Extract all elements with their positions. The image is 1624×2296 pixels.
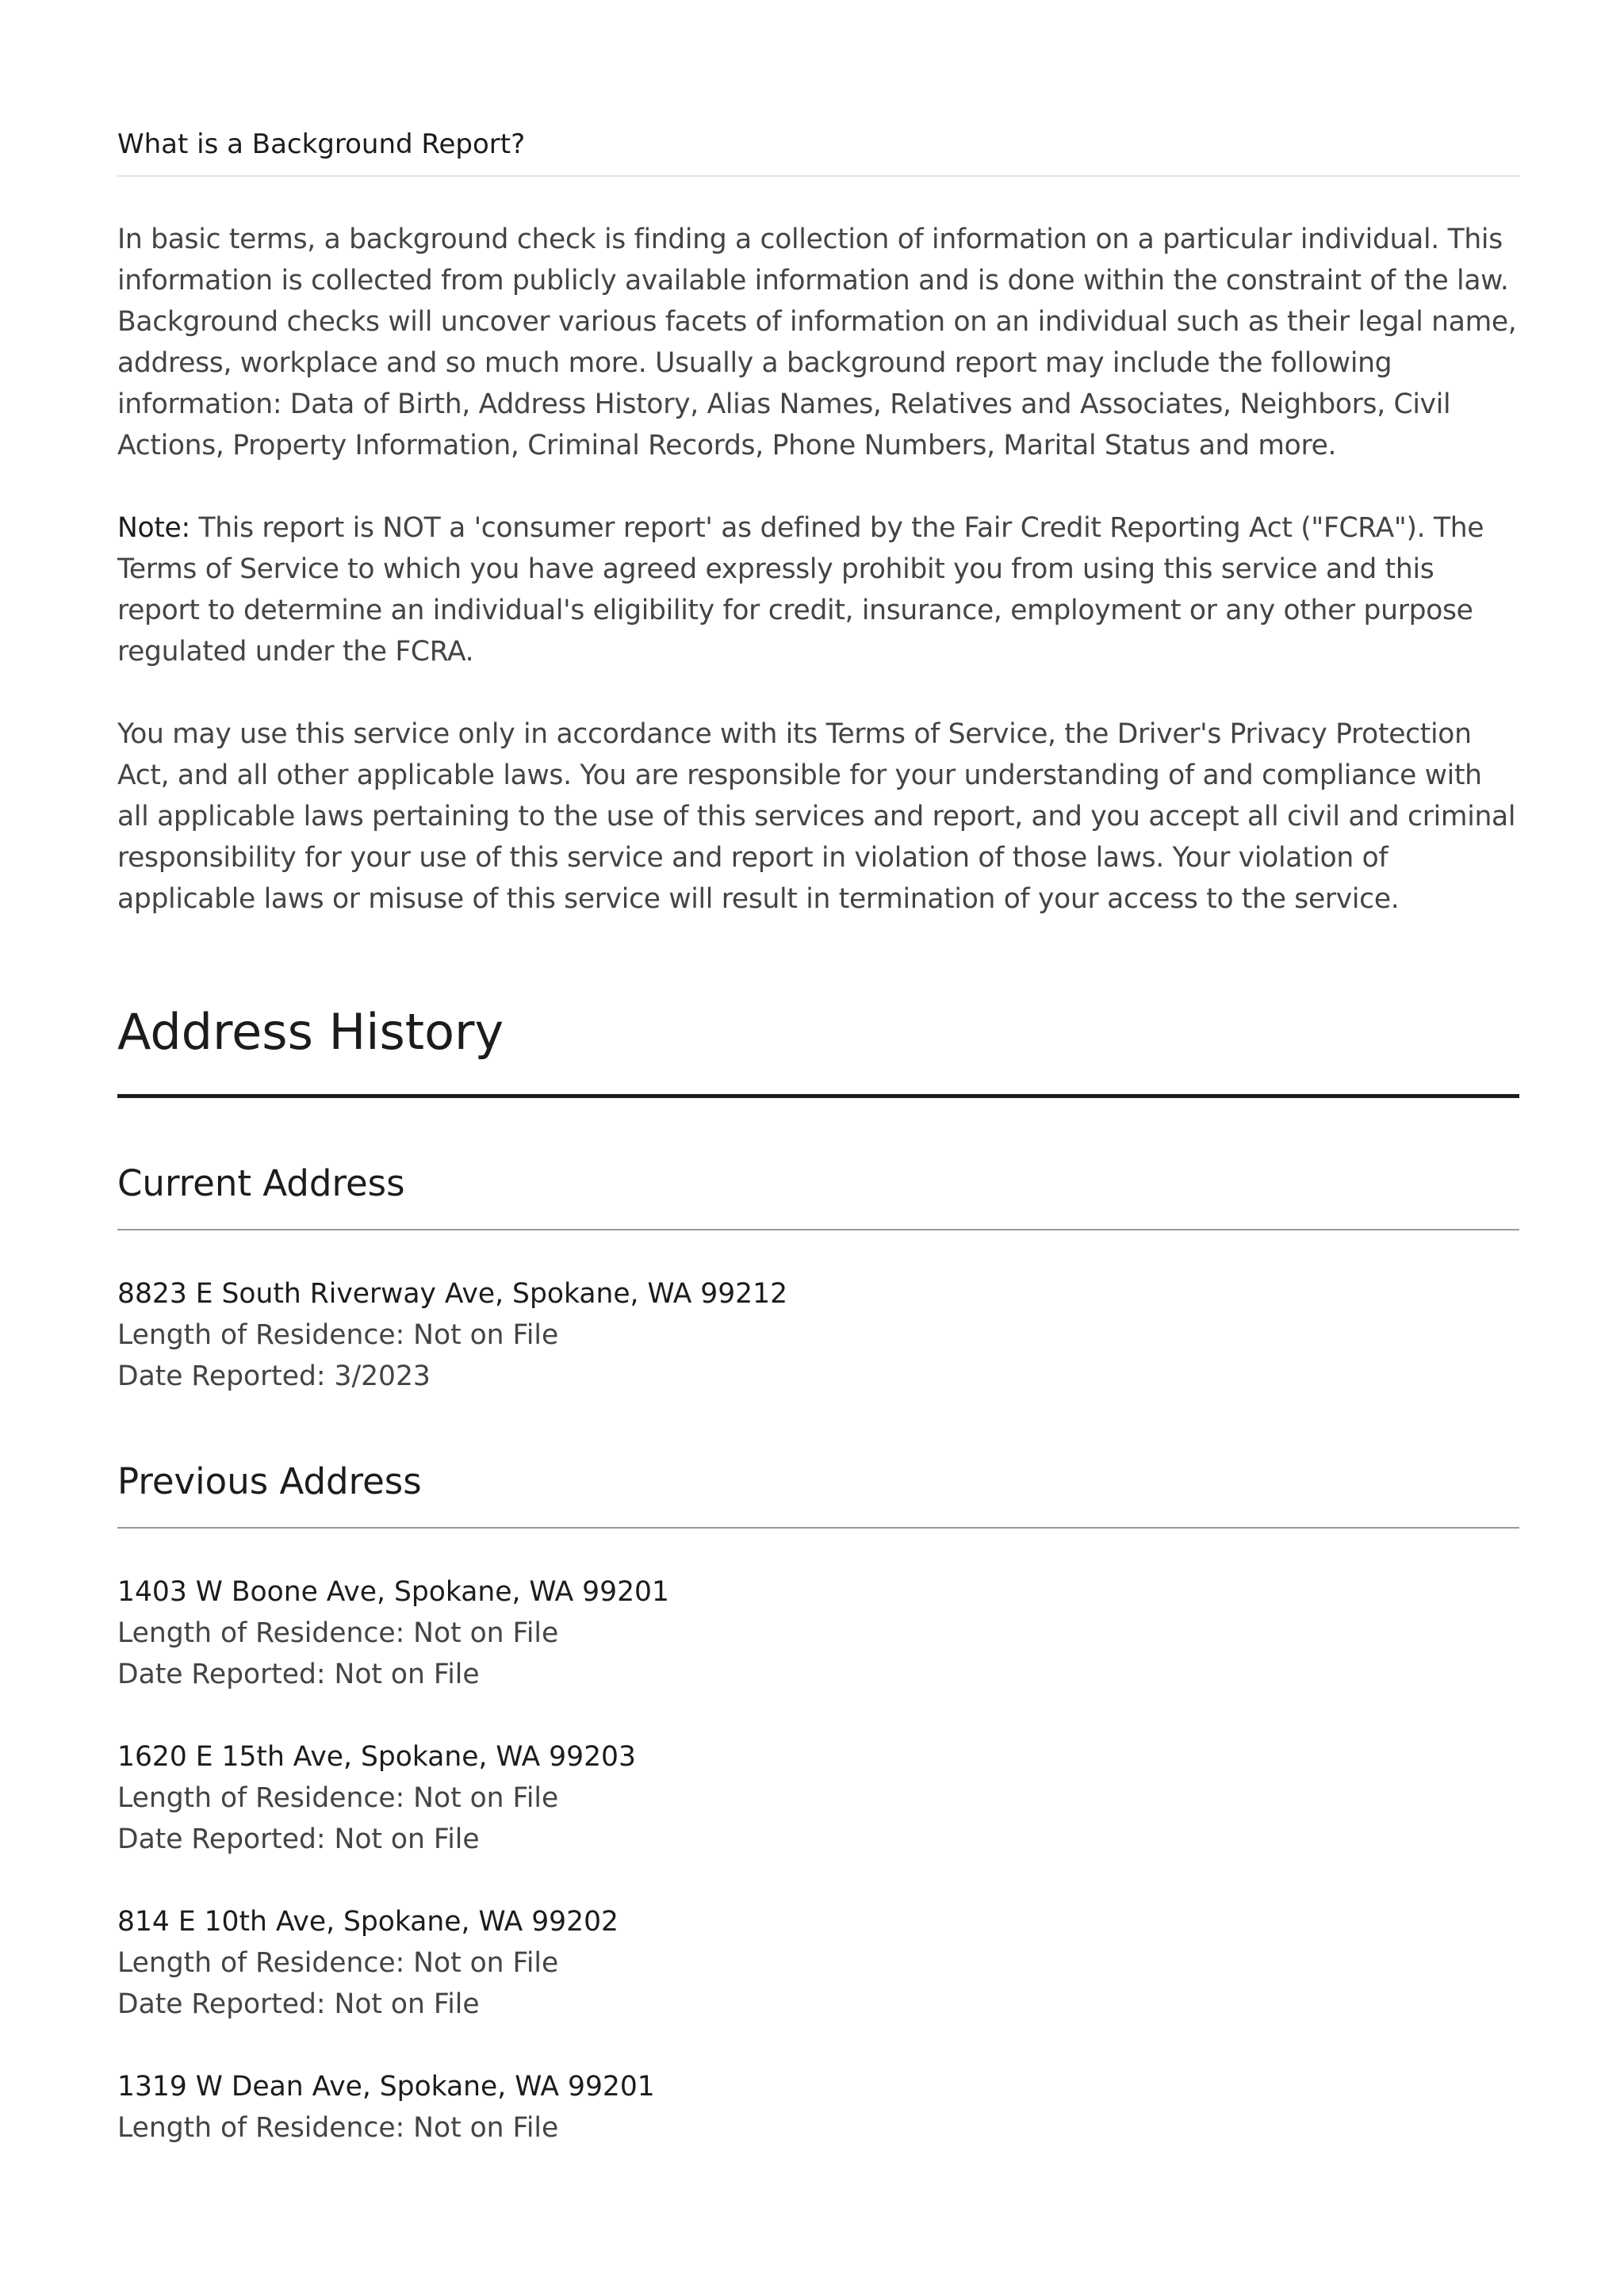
address-line: 1319 W Dean Ave, Spokane, WA 99201 (117, 2071, 655, 2103)
residence-length: Length of Residence: Not on File (117, 1617, 559, 1649)
note-text: This report is NOT a 'consumer report' as defined by the Fair Credit Reporting Act ("FCRA"). The Terms of Service to which you have agreed expressly prohibit you from using this service and this report to determine an individual's eligibility for credit, insurance, employment or any other purpose regulated under the FCRA. (117, 512, 1484, 668)
residence-length: Length of Residence: Not on File (117, 2112, 559, 2144)
current-address-heading: Current Address (117, 1162, 405, 1204)
note-paragraph (117, 507, 1519, 672)
residence-length: Length of Residence: Not on File (117, 1319, 559, 1351)
date-reported: Date Reported: Not on File (117, 1659, 480, 1690)
address-line: 814 E 10th Ave, Spokane, WA 99202 (117, 1906, 619, 1938)
previous-address-item (117, 1901, 1519, 2025)
previous-address-item (117, 1571, 1519, 1695)
date-reported: Date Reported: Not on File (117, 1988, 480, 2020)
previous-address-heading: Previous Address (117, 1460, 422, 1502)
note-label: Note: (117, 512, 190, 544)
address-line: 1403 W Boone Ave, Spokane, WA 99201 (117, 1576, 669, 1608)
address-history-divider (117, 1094, 1519, 1098)
address-line: 1620 E 15th Ave, Spokane, WA 99203 (117, 1741, 636, 1773)
intro-divider (117, 175, 1519, 177)
current-address-block (117, 1273, 1519, 1397)
address-history-title: Address History (117, 1003, 504, 1061)
address-line: 8823 E South Riverway Ave, Spokane, WA 99212 (117, 1278, 788, 1310)
previous-address-item (117, 2066, 1519, 2149)
residence-length: Length of Residence: Not on File (117, 1947, 559, 1979)
current-address-divider (117, 1229, 1519, 1230)
residence-length: Length of Residence: Not on File (117, 1782, 559, 1814)
previous-address-item (117, 1736, 1519, 1860)
intro-title: What is a Background Report? (117, 128, 526, 160)
intro-paragraph: In basic terms, a background check is finding a collection of information on a particular individual. This information is collected from publicly available information and is done within the constraint of the law. Background checks will uncover various facets of information on an individual such as their legal name, address, workplace and so much more. Usually a background report may include the following information: Data of Birth, Address History, Alias Names, Relatives and Associates, Neighbors, Civil Actions, Property Information, Criminal Records, Phone Numbers, Marital Status and more. (117, 224, 1517, 461)
previous-address-divider (117, 1527, 1519, 1529)
terms-paragraph: You may use this service only in accordance with its Terms of Service, the Driver's Privacy Protection Act, and all other applicable laws. You are responsible for your understanding of and compliance with all applicable laws pertaining to the use of this services and report, and you accept all civil and criminal responsibility for your use of this service and report in violation of those laws. Your violation of applicable laws or misuse of this service will result in termination of your access to the service. (117, 718, 1516, 915)
date-reported: Date Reported: Not on File (117, 1823, 480, 1855)
date-reported: Date Reported: 3/2023 (117, 1360, 431, 1392)
